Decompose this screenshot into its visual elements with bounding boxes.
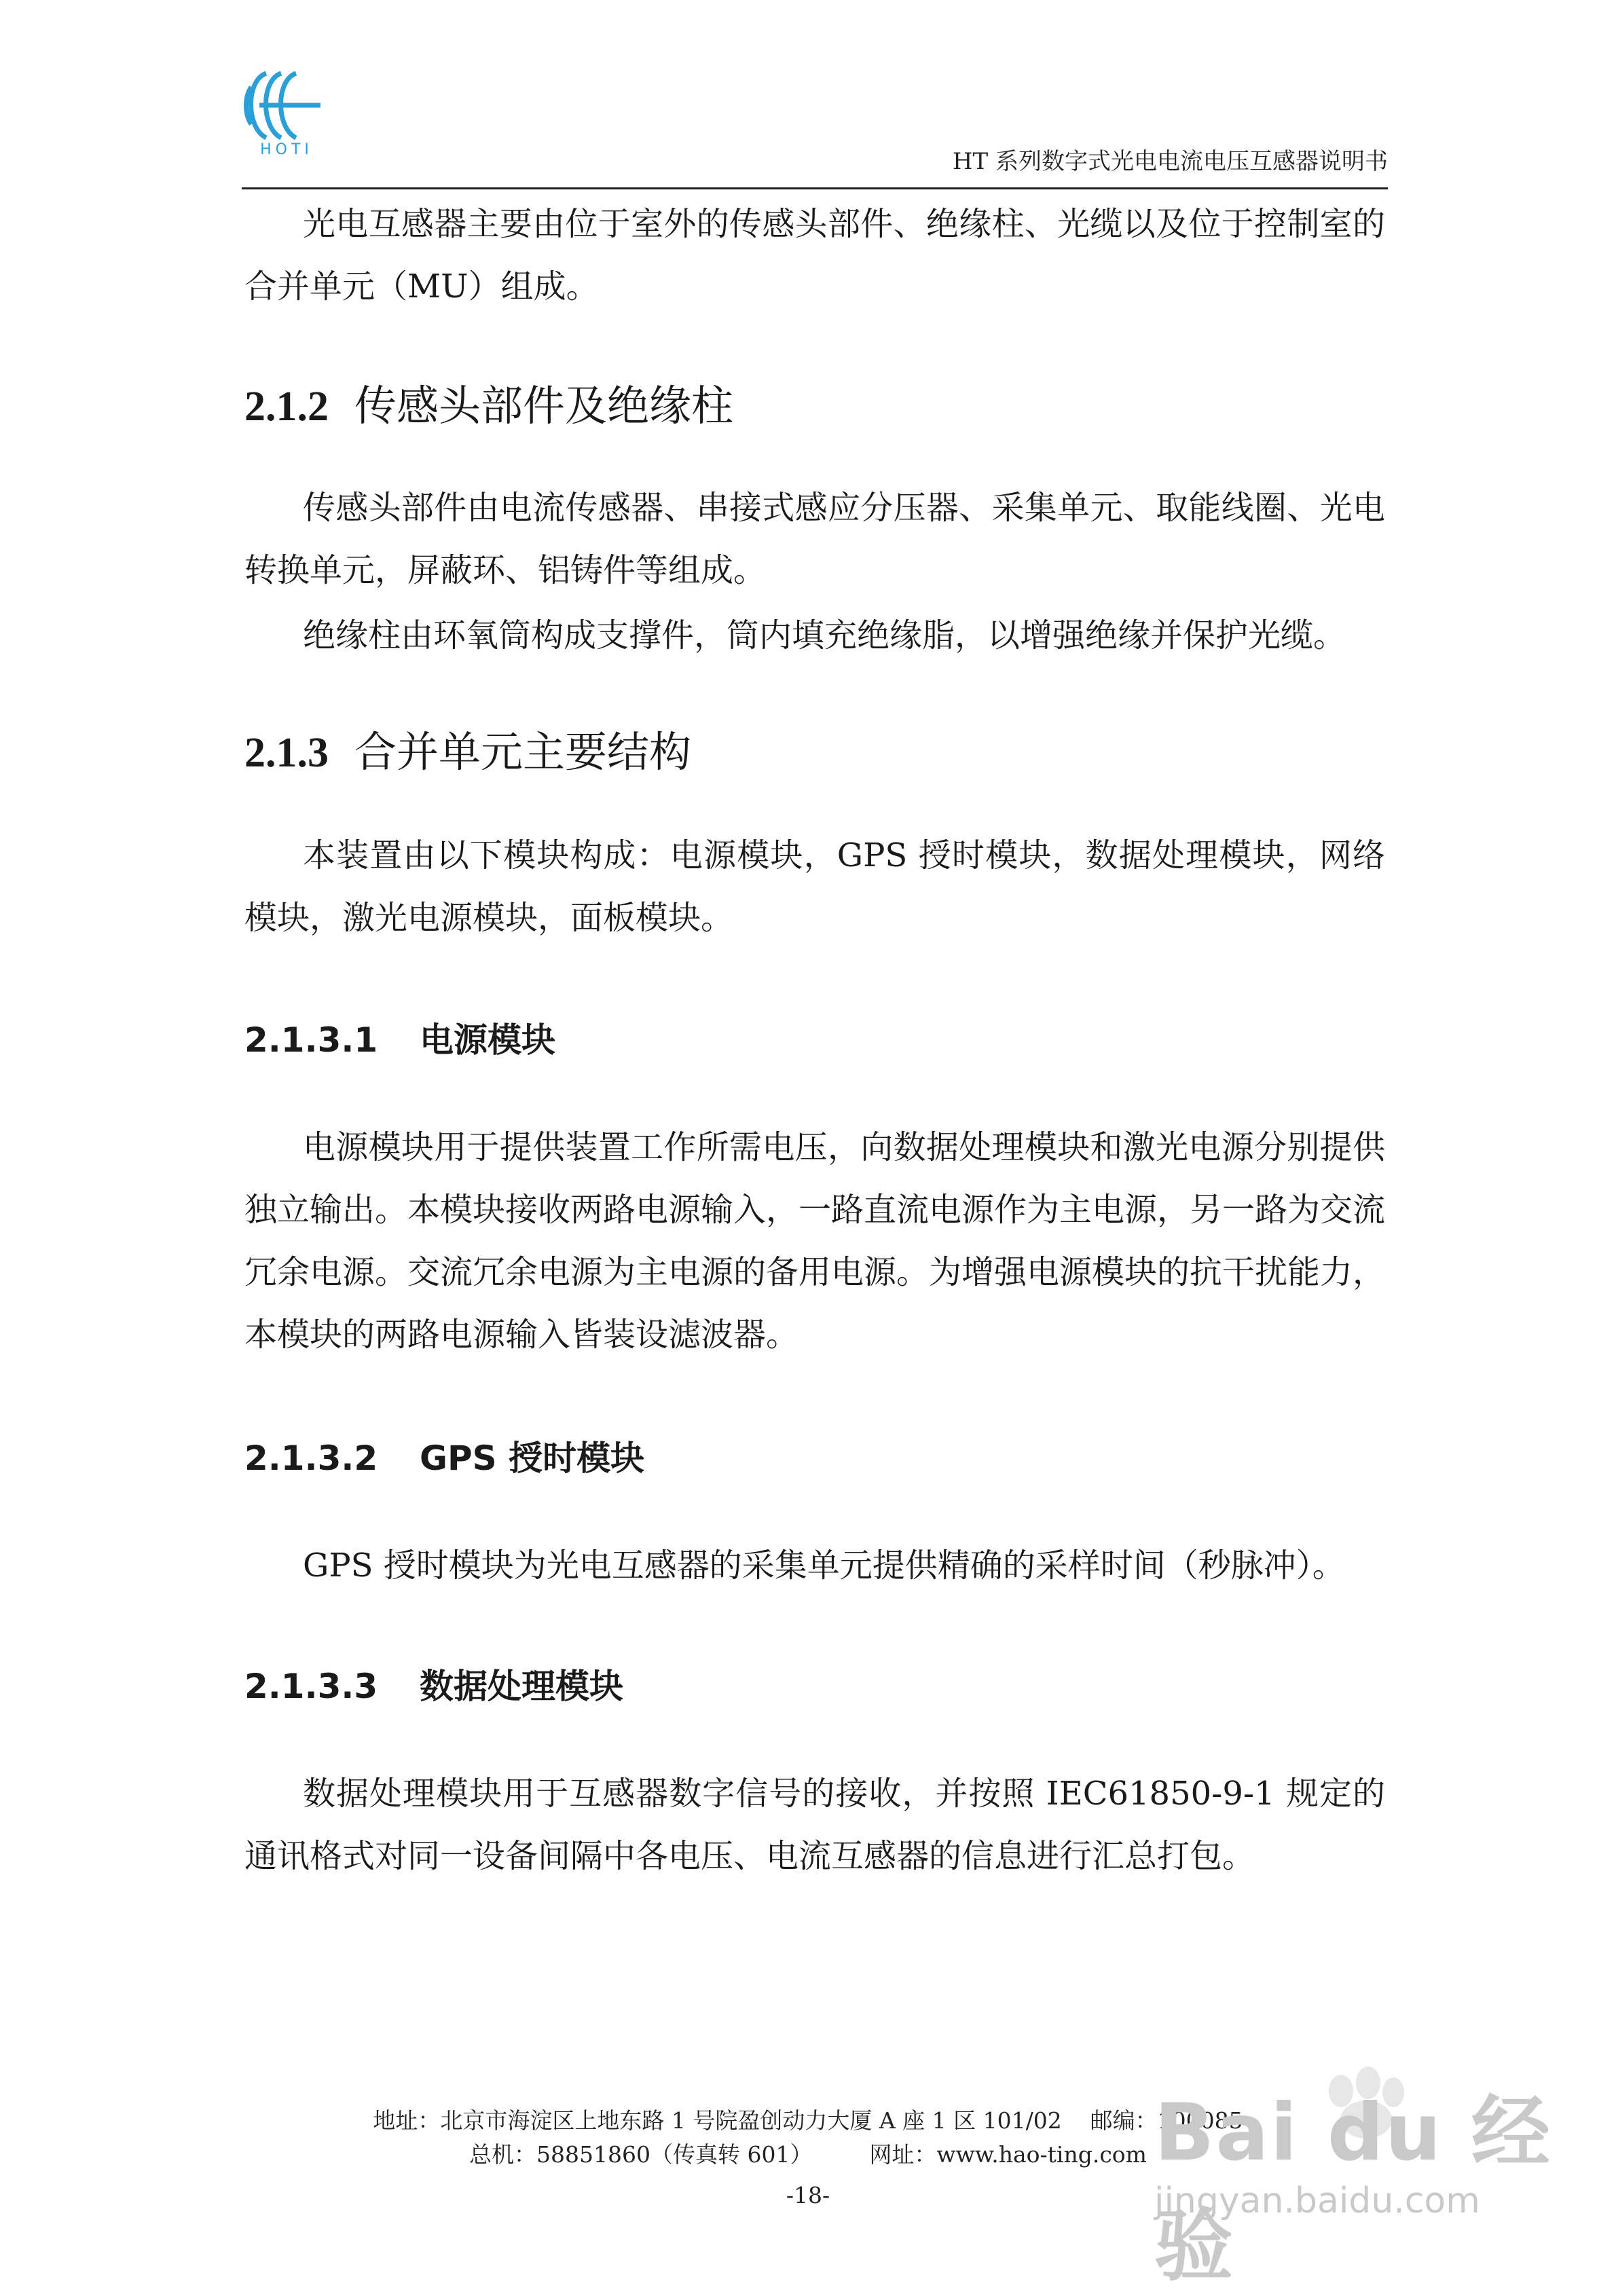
footer-contact: 总机：58851860（传真转 601） 网址：www.hao-ting.com [469,2141,1147,2168]
watermark-url: jingyan.baidu.com [1154,2181,1480,2221]
section-2-1-2-paragraph-1: 传感头部件由电流传感器、串接式感应分压器、采集单元、取能线圈、光电转换单元，屏蔽环、铝铸件等组成。 [244,489,1385,589]
section-2-1-3-2-paragraph-1: GPS 授时模块为光电互感器的采集单元提供精确的采样时间（秒脉冲）。 [303,1547,1345,1585]
section-title: GPS 授时模块 [420,1439,645,1478]
section-number: 2.1.2 [244,384,329,430]
section-2-1-2-heading [244,372,733,432]
section-title: 传感头部件及绝缘柱 [354,381,734,430]
section-2-1-3-1-heading [244,1013,555,1062]
section-number: 2.1.3.1 [244,1020,378,1060]
logo-text: HOTI [260,141,313,158]
section-2-1-3-3-paragraph-1: 数据处理模块用于互感器数字信号的接收，并按照 IEC61850-9-1 规定的通讯格式对同一设备间隔中各电压、电流互感器的信息进行汇总打包。 [244,1775,1385,1875]
section-number: 2.1.3 [244,730,329,776]
section-2-1-3-heading [244,718,691,779]
section-2-1-3-3-heading [244,1659,623,1708]
section-2-1-3-2-heading [244,1431,644,1480]
section-title: 数据处理模块 [420,1667,623,1706]
section-2-1-3-paragraph-1: 本装置由以下模块构成：电源模块，GPS 授时模块，数据处理模块，网络模块，激光电源模块，面板模块。 [244,836,1385,937]
section-2-1-2-paragraph-2: 绝缘柱由环氧筒构成支撑件，筒内填充绝缘脂，以增强绝缘并保护光缆。 [303,616,1346,654]
intro-paragraph: 光电互感器主要由位于室外的传感头部件、绝缘柱、光缆以及位于控制室的合并单元（MU）组成。 [244,205,1385,305]
header-divider [242,187,1388,189]
document-header-title: HT 系列数字式光电电流电压互感器说明书 [952,148,1388,175]
section-title: 合并单元主要结构 [354,727,692,777]
page-number: -18- [786,2182,830,2208]
section-number: 2.1.3.3 [244,1667,378,1706]
section-2-1-3-1-paragraph-1: 电源模块用于提供装置工作所需电压，向数据处理模块和激光电源分别提供独立输出。本模块接收两路电源输入，一路直流电源作为主电源，另一路为交流冗余电源。交流冗余电源为主电源的备用电源。为增强电源模块的抗干扰能力，本模块的两路电源输入皆装设滤波器。 [244,1128,1386,1354]
footer-address: 地址：北京市海淀区上地东路 1 号院盈创动力大厦 A 座 1 区 101/02 邮编：100085 [373,2107,1243,2134]
section-number: 2.1.3.2 [244,1439,378,1478]
section-title: 电源模块 [420,1020,555,1060]
watermark-brand: Bai du 经验 [1154,2087,1551,2292]
